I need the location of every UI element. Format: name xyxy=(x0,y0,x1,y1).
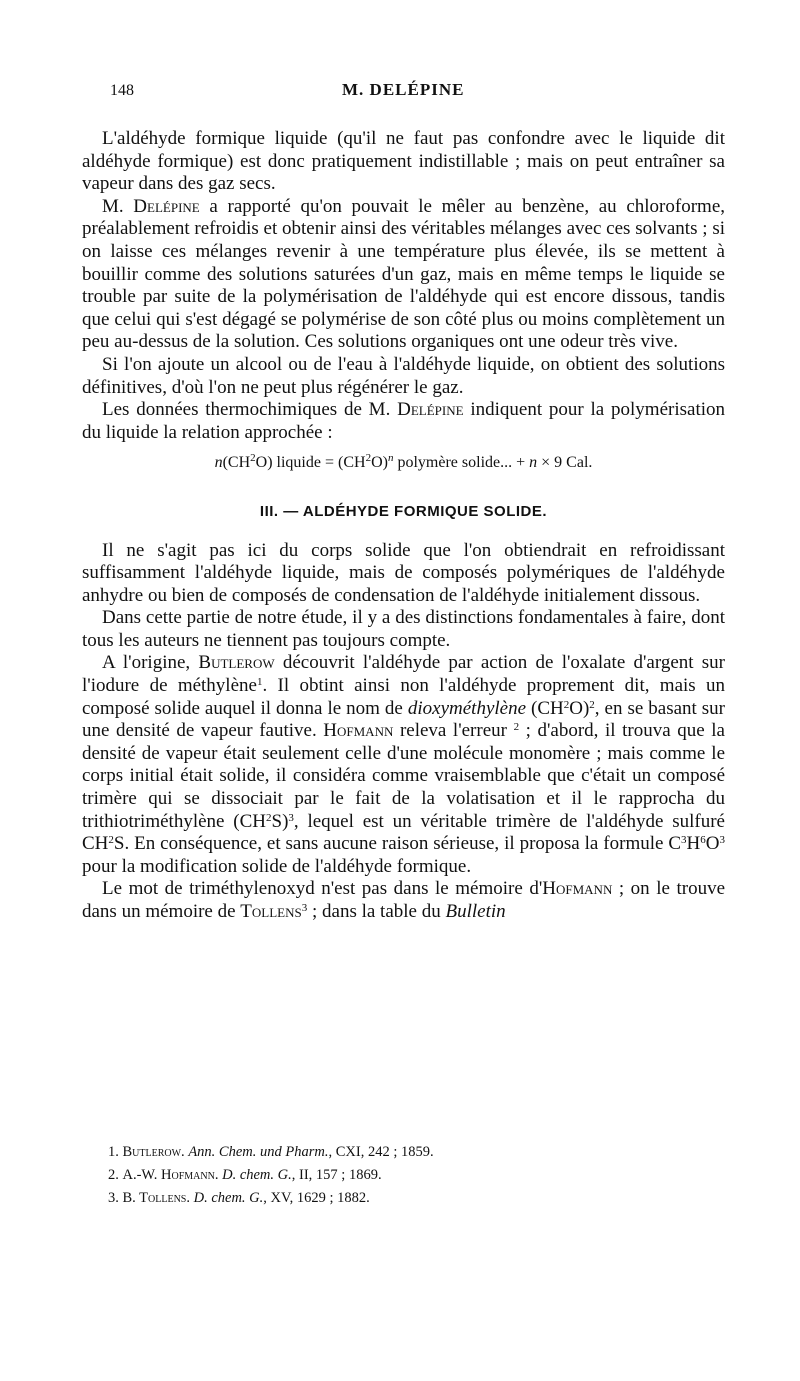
author-name: Delépine xyxy=(397,399,464,421)
paragraph-2: M. Delépine a rapporté qu'on pouvait le mêler au benzène, au chloroforme, préalablement refroidis et obtenir ainsi des véritables mélanges avec ces solvants ; si on laisse ces mélanges revenir à une température plus élevée, ils se mettent à bouillir comme des solutions saturées d'un gaz, mais en même temps le liquide se trouble par suite de la polymérisation de l'aldéhyde qui est encore dissous, tandis que celui qui s'est dégagé se polymérise de son côté plus ou moins complètement un peu au-dessus de la solution. Ces solutions organiques ont une odeur très vive. xyxy=(82,195,725,353)
footnote: 3. B. Tollens. D. chem. G., XV, 1629 ; 1882. xyxy=(108,1190,370,1206)
page-number: 148 xyxy=(110,82,134,99)
paragraph-4: Les données thermochimiques de M. Delépine indiquent pour la polymérisation du liquide la relation approchée : xyxy=(82,399,725,443)
body-text xyxy=(82,128,725,924)
page-header xyxy=(0,80,800,104)
paragraph-7: A l'origine, Butlerow découvrit l'aldéhyde par action de l'oxalate d'argent sur l'iodure de méthylène$^1$. Il obtint ainsi non l'aldéhyde proprement dit, mais un composé solide auquel il donna le nom de dioxyméthylène $(CH^2O)^2$, en se basant sur une densité de vapeur fautive. Hofmann releva l'erreur $^2$ ; d'abord, il trouva que la densité de vapeur était seulement celle d'une molécule monomère ; mais comme le corps initial était solide, il considéra comme vraisemblable que c'était un composé trimère qui se dissociait par le fait de la volatisation et il le rapprocha du trithiotriméthylène $(CH^2S)^3$, lequel est un véritable trimère de l'aldéhyde sulfuré $CH^2S$. En conséquence, et sans aucune raison sérieuse, il proposa la formule $C^3H^6O^3$ pour la modification solide de l'aldéhyde formique. xyxy=(82,652,726,877)
author-name: M. Delépine xyxy=(102,195,200,217)
author-name: Hofmann xyxy=(323,720,394,742)
paragraph-3: Si l'on ajoute un alcool ou de l'eau à l'aldéhyde liquide, on obtient des solutions définitives, d'où l'on ne peut plus régénérer le gaz. xyxy=(82,353,725,398)
paragraph-1: L'aldéhyde formique liquide (qu'il ne faut pas confondre avec le liquide dit aldéhyde formique) est donc pratiquement indistillable ; mais on peut entraîner sa vapeur dans des gaz secs. xyxy=(82,128,725,195)
paragraph-5: Il ne s'agit pas ici du corps solide que l'on obtiendrait en refroidissant suffisamment l'aldéhyde liquide, mais de composés polymériques de l'aldéhyde anhydre ou bien de composés de condensation de l'aldéhyde initialement dissous. xyxy=(82,539,725,606)
footnote-ref: 1 xyxy=(256,676,263,689)
author-name: Hofmann xyxy=(542,878,613,900)
footnote-ref: 3 xyxy=(301,902,308,914)
paragraph-6: Dans cette partie de notre étude, il y a des distinctions fondamentales à faire, dont tous les auteurs ne tiennent pas toujours compte. xyxy=(82,607,725,651)
thermochemical-equation: $n(CH^2O)$ liquide = $(CH^2O)^n$ polymère solide... + n × 9 Cal. xyxy=(214,452,593,472)
section-title: III. — ALDÉHYDE FORMIQUE SOLIDE. xyxy=(259,502,548,520)
footnote: 1. Butlerow. Ann. Chem. und Pharm., CXI, 242 ; 1859. xyxy=(108,1144,434,1160)
footnote: 2. A.-W. Hofmann. D. chem. G., II, 157 ; 1869. xyxy=(108,1167,382,1183)
footnotes xyxy=(108,1141,434,1210)
running-head: M. DELÉPINE xyxy=(342,80,465,99)
paragraph-8: Le mot de triméthylenoxyd n'est pas dans le mémoire d'Hofmann ; on le trouve dans un mémoire de Tollens$^3$ ; dans la table du Bulletin xyxy=(82,878,726,922)
author-name: Butlerow xyxy=(198,652,275,674)
footnote-ref: 2 xyxy=(513,721,520,734)
author-name: Tollens xyxy=(240,901,302,922)
